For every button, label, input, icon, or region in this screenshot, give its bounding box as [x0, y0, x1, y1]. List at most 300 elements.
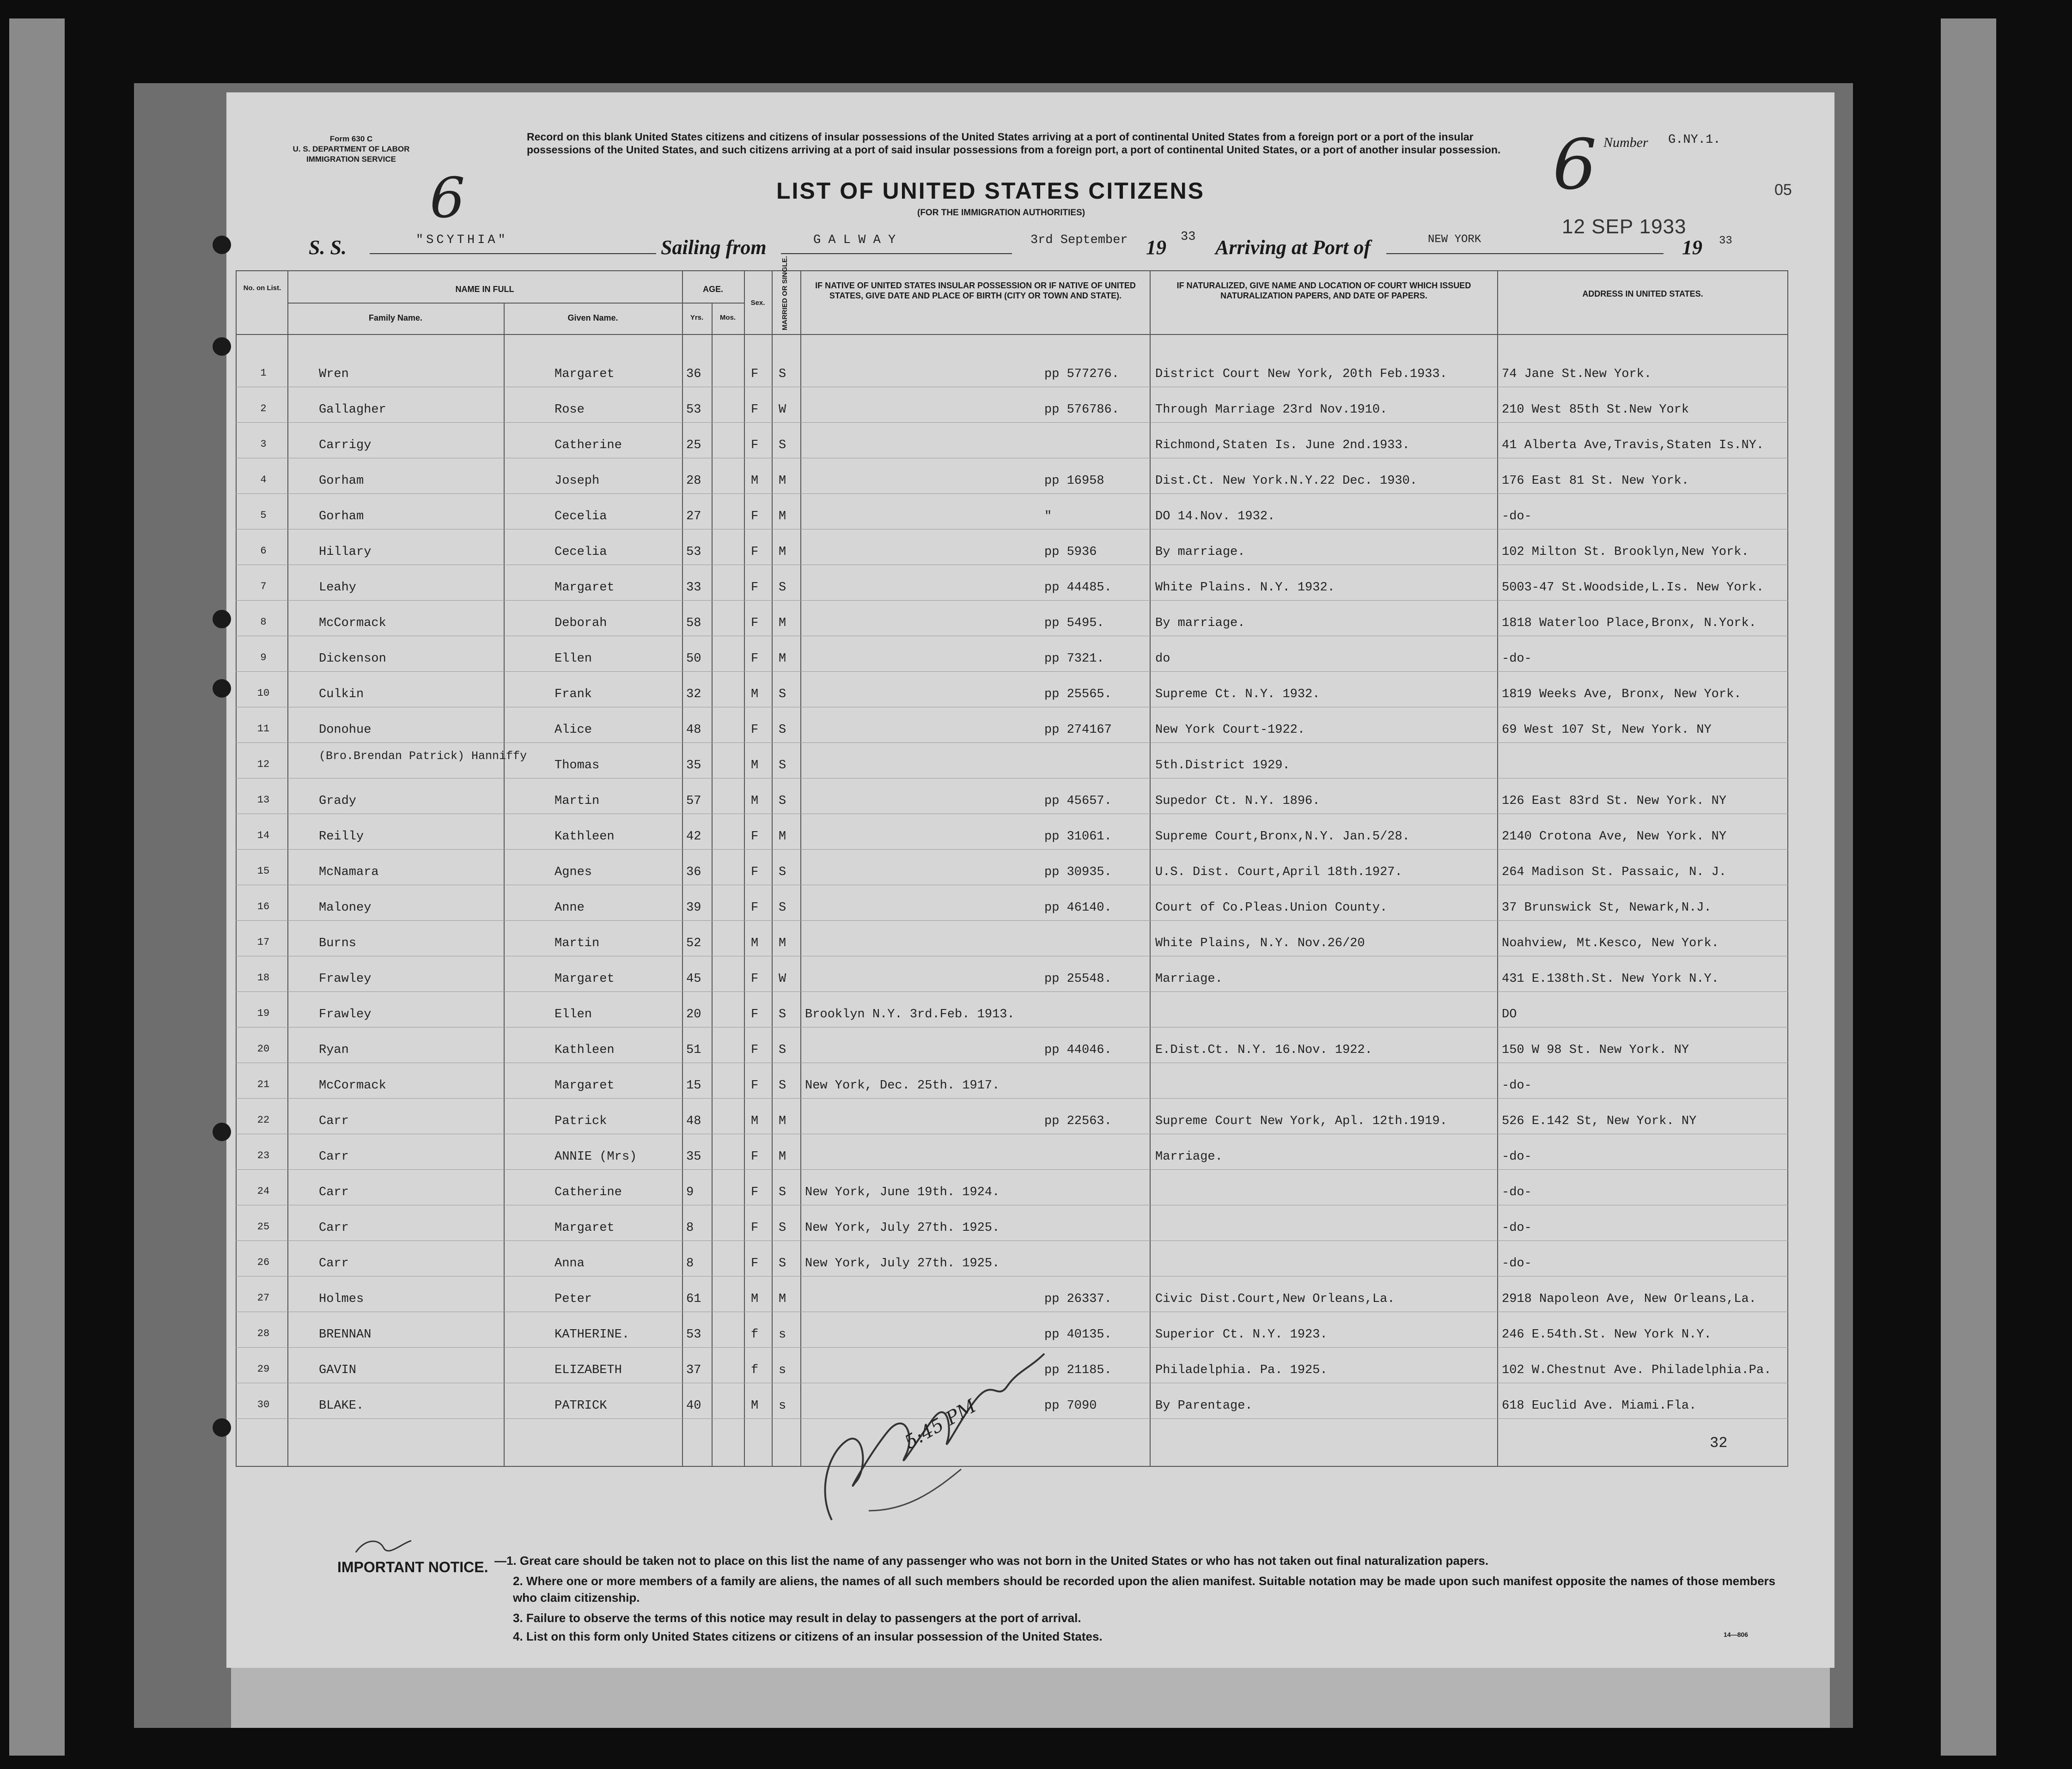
cell-sex: M: [751, 936, 759, 950]
cell-ms: M: [779, 545, 786, 559]
cell-no: 1: [260, 367, 267, 379]
cell-given: ELIZABETH: [555, 1363, 622, 1377]
cell-sex: F: [751, 830, 759, 844]
cell-addr: 618 Euclid Ave. Miami.Fla.: [1502, 1399, 1697, 1413]
cell-age: 61: [686, 1292, 701, 1306]
cell-no: 18: [257, 972, 270, 984]
cell-ms: S: [779, 865, 786, 879]
cell-sex: F: [751, 1185, 759, 1199]
arrival-date-stamp: 12 SEP 1933: [1562, 215, 1687, 238]
cell-no: 26: [257, 1257, 270, 1268]
cell-nat: Superior Ct. N.Y. 1923.: [1155, 1328, 1328, 1342]
cell-ms: M: [779, 652, 786, 666]
cell-nat: Civic Dist.Court,New Orleans,La.: [1155, 1292, 1395, 1306]
cell-no: 28: [257, 1328, 270, 1339]
cell-age: 28: [686, 474, 701, 488]
cell-given: Thomas: [555, 759, 600, 772]
cell-age: 51: [686, 1043, 701, 1057]
cell-sex: M: [751, 1114, 759, 1128]
cell-family: Hillary: [319, 545, 372, 559]
cell-ms: M: [779, 1114, 786, 1128]
table-row: [236, 1070, 1788, 1105]
cell-given: Ellen: [555, 652, 592, 666]
table-row: [236, 1105, 1788, 1141]
cell-ms: S: [779, 759, 786, 772]
cell-nat: Dist.Ct. New York.N.Y.22 Dec. 1930.: [1155, 474, 1418, 488]
cell-sex: F: [751, 652, 759, 666]
cell-pp: pp 7321.: [1044, 652, 1104, 666]
header-years: Yrs.: [690, 314, 704, 322]
cell-no: 30: [257, 1399, 270, 1410]
cell-addr: 210 West 85th St.New York: [1502, 403, 1689, 417]
cell-sex: F: [751, 865, 759, 879]
cell-no: 15: [257, 865, 270, 877]
cell-family: Carr: [319, 1150, 349, 1164]
table-row: [236, 1141, 1788, 1176]
cell-given: Catherine: [555, 1185, 622, 1199]
cell-age: 57: [686, 794, 701, 808]
cell-ms: M: [779, 1292, 786, 1306]
cell-no: 5: [260, 510, 267, 521]
punch-hole: [213, 679, 231, 698]
cell-sex: M: [751, 794, 759, 808]
cell-family: Carrigy: [319, 438, 372, 452]
cell-family: Gallagher: [319, 403, 386, 417]
cell-family: Frawley: [319, 972, 372, 986]
cell-addr: -do-: [1502, 1150, 1532, 1164]
cell-age: 45: [686, 972, 701, 986]
cell-given: Margaret: [555, 1221, 615, 1235]
cell-given: Alice: [555, 723, 592, 737]
cell-ms: M: [779, 830, 786, 844]
number-value: G.NY.1.: [1668, 133, 1721, 147]
arrival-year-prefix: 19: [1682, 236, 1702, 259]
cell-family: Ryan: [319, 1043, 349, 1057]
cell-family: (Bro.Brendan Patrick) Hanniffy: [319, 749, 527, 763]
header-address: ADDRESS IN UNITED STATES.: [1582, 289, 1703, 298]
cell-ms: M: [779, 616, 786, 630]
cell-no: 19: [257, 1008, 270, 1019]
cell-no: 23: [257, 1150, 270, 1161]
cell-addr: 126 East 83rd St. New York. NY: [1502, 794, 1727, 808]
film-strip-right: [1941, 18, 1996, 1756]
table-row: [236, 821, 1788, 856]
cell-ms: s: [779, 1399, 786, 1413]
department: U. S. DEPARTMENT OF LABOR: [293, 145, 410, 153]
punch-hole: [213, 610, 231, 628]
cell-pp: pp 30935.: [1044, 865, 1112, 879]
table-row: [236, 1034, 1788, 1070]
cell-addr: 176 East 81 St. New York.: [1502, 474, 1689, 488]
cell-sex: f: [751, 1363, 759, 1377]
cell-pp: pp 25548.: [1044, 972, 1112, 986]
cell-pp: pp 5495.: [1044, 616, 1104, 630]
cell-given: Frank: [555, 687, 592, 701]
film-strip-left: [9, 18, 65, 1756]
cell-family: BRENNAN: [319, 1328, 372, 1342]
cell-pp: pp 576786.: [1044, 403, 1120, 417]
cell-given: Margaret: [555, 972, 615, 986]
cell-pp: pp 46140.: [1044, 901, 1112, 915]
cell-age: 8: [686, 1257, 694, 1271]
notice-item-4: 4. List on this form only United States citizens or citizens of an insular possession of the United States.: [513, 1629, 1103, 1643]
cell-family: Maloney: [319, 901, 372, 915]
notice-item-1: —1. Great care should be taken not to place on this list the name of any passenger who was not born in the United States or who has not taken out final naturalization papers.: [494, 1554, 1489, 1568]
cell-addr: 2140 Crotona Ave, New York. NY: [1502, 830, 1727, 844]
cell-sex: F: [751, 1257, 759, 1271]
cell-addr: -do-: [1502, 1079, 1532, 1093]
cell-nat: New York Court-1922.: [1155, 723, 1305, 737]
cell-addr: 264 Madison St. Passaic, N. J.: [1502, 865, 1727, 879]
header-given-name: Given Name.: [567, 313, 618, 322]
cell-sex: F: [751, 510, 759, 523]
page-subtitle: (FOR THE IMMIGRATION AUTHORITIES): [917, 208, 1085, 218]
table-row: [236, 429, 1788, 465]
page-mark: 05: [1774, 181, 1792, 199]
cell-no: 3: [260, 438, 267, 450]
cell-age: 9: [686, 1185, 694, 1199]
cell-given: Martin: [555, 794, 600, 808]
cell-addr: DO: [1502, 1008, 1517, 1021]
cell-given: Ellen: [555, 1008, 592, 1021]
cell-family: McCormack: [319, 616, 386, 630]
cell-given: Margaret: [555, 1079, 615, 1093]
cell-ms: S: [779, 1257, 786, 1271]
cell-given: Rose: [555, 403, 585, 417]
cell-ms: M: [779, 936, 786, 950]
cell-nat: Richmond,Staten Is. June 2nd.1933.: [1155, 438, 1410, 452]
notice-scribble: [351, 1534, 416, 1562]
cell-given: Deborah: [555, 616, 607, 630]
notice-item-3: 3. Failure to observe the terms of this notice may result in delay to passengers at the port of arrival.: [513, 1611, 1081, 1625]
header-family-name: Family Name.: [368, 313, 423, 322]
cell-family: Gorham: [319, 510, 364, 523]
cell-given: Margaret: [555, 367, 615, 381]
cell-given: Martin: [555, 936, 600, 950]
cell-sex: F: [751, 1221, 759, 1235]
cell-sex: F: [751, 1008, 759, 1021]
cell-age: 33: [686, 581, 701, 595]
page-title: LIST OF UNITED STATES CITIZENS: [776, 178, 1205, 204]
cell-no: 8: [260, 616, 267, 628]
table-row: [236, 1247, 1788, 1283]
cell-family: Culkin: [319, 687, 364, 701]
cell-ms: W: [779, 403, 786, 417]
cell-family: Dickenson: [319, 652, 386, 666]
cell-pp: pp 25565.: [1044, 687, 1112, 701]
cell-addr: 74 Jane St.New York.: [1502, 367, 1652, 381]
cell-pp: pp 26337.: [1044, 1292, 1112, 1306]
cell-addr: 150 W 98 St. New York. NY: [1502, 1043, 1689, 1057]
cell-age: 58: [686, 616, 701, 630]
form-code: 14—806: [1724, 1631, 1748, 1638]
sailing-label: Sailing from: [661, 236, 767, 259]
table-row: [236, 1212, 1788, 1247]
cell-addr: 1819 Weeks Ave, Bronx, New York.: [1502, 687, 1742, 701]
cell-addr: 431 E.138th.St. New York N.Y.: [1502, 972, 1719, 986]
cell-sex: f: [751, 1328, 759, 1342]
table-row: [236, 1176, 1788, 1212]
cell-family: Wren: [319, 367, 349, 381]
cell-age: 48: [686, 723, 701, 737]
ship-name: "SCYTHIA": [416, 233, 508, 247]
form-id-block: [291, 134, 411, 164]
cell-addr: 41 Alberta Ave,Travis,Staten Is.NY.: [1502, 438, 1764, 452]
table-row: [236, 892, 1788, 927]
cell-ms: S: [779, 1043, 786, 1057]
cell-sex: F: [751, 1079, 759, 1093]
cell-ms: s: [779, 1363, 786, 1377]
cell-no: 27: [257, 1292, 270, 1304]
punch-hole: [213, 236, 231, 254]
cell-addr: Noahview, Mt.Kesco, New York.: [1502, 936, 1719, 950]
cell-sex: F: [751, 723, 759, 737]
cell-family: Donohue: [319, 723, 372, 737]
year-suffix: 33: [1181, 230, 1196, 244]
cell-no: 10: [257, 687, 270, 699]
cell-addr: -do-: [1502, 1221, 1532, 1235]
cell-age: 35: [686, 759, 701, 772]
cell-ms: s: [779, 1328, 786, 1342]
cell-age: 53: [686, 545, 701, 559]
header-no: No. on List.: [243, 284, 281, 292]
cell-no: 16: [257, 901, 270, 912]
cell-sex: F: [751, 1150, 759, 1164]
cell-addr: -do-: [1502, 1257, 1532, 1271]
cell-pp: pp 7090: [1044, 1399, 1097, 1413]
cell-pp: pp 21185.: [1044, 1363, 1112, 1377]
cell-ms: S: [779, 1185, 786, 1199]
cell-no: 25: [257, 1221, 270, 1233]
cell-addr: -do-: [1502, 652, 1532, 666]
table-row: [236, 856, 1788, 892]
cell-no: 11: [257, 723, 270, 735]
cell-family: Grady: [319, 794, 357, 808]
cell-pp: pp 22563.: [1044, 1114, 1112, 1128]
cell-sex: M: [751, 474, 759, 488]
cell-age: 52: [686, 936, 701, 950]
cell-given: Peter: [555, 1292, 592, 1306]
cell-pp: pp 31061.: [1044, 830, 1112, 844]
header-naturalized: IF NATURALIZED, GIVE NAME AND LOCATION OF COURT WHICH ISSUED NATURALIZATION PAPERS, AND DATE OF PAPERS.: [1176, 281, 1471, 300]
cell-family: Reilly: [319, 830, 364, 844]
manifest-table: [236, 256, 1788, 1467]
cell-nat: DO 14.Nov. 1932.: [1155, 510, 1275, 523]
cell-age: 20: [686, 1008, 701, 1021]
signature-note: 5:45 PM: [901, 1395, 980, 1453]
cell-age: 15: [686, 1079, 701, 1093]
cell-family: Frawley: [319, 1008, 372, 1021]
cell-pp: pp 5936: [1044, 545, 1097, 559]
cell-nat: do: [1155, 652, 1170, 666]
cell-sex: F: [751, 901, 759, 915]
cell-age: 40: [686, 1399, 701, 1413]
cell-pp: pp 16958: [1044, 474, 1104, 488]
page-count: 32: [1710, 1435, 1728, 1452]
header-sex: Sex.: [750, 299, 765, 307]
table-row: [236, 749, 1788, 785]
cell-given: KATHERINE.: [555, 1328, 630, 1342]
form-number: Form 630 C: [329, 134, 373, 143]
header-married-or-single: MARRIED OR SINGLE.: [781, 256, 789, 330]
table-row: [236, 1283, 1788, 1319]
cell-family: GAVIN: [319, 1363, 357, 1377]
cell-native: Brooklyn N.Y. 3rd.Feb. 1913.: [805, 1008, 1015, 1021]
cell-no: 22: [257, 1114, 270, 1126]
cell-given: Kathleen: [555, 1043, 615, 1057]
cell-nat: White Plains, N.Y. Nov.26/20: [1155, 936, 1365, 950]
cell-family: Leahy: [319, 581, 357, 595]
cell-no: 9: [260, 652, 267, 663]
cell-ms: S: [779, 723, 786, 737]
cell-given: Patrick: [555, 1114, 607, 1128]
cell-family: Carr: [319, 1114, 349, 1128]
arriving-label: Arriving at Port of: [1215, 236, 1371, 259]
number-label: Number: [1603, 135, 1648, 150]
notice-item-2: 2. Where one or more members of a family are aliens, the names of all such members should be recorded upon the alien manifest. Suitable notation may be made upon such manifest opposite the names of those members who claim citizenship.: [513, 1574, 1776, 1605]
cell-age: 32: [686, 687, 701, 701]
cell-pp: ": [1044, 510, 1052, 523]
cell-sex: F: [751, 438, 759, 452]
cell-sex: F: [751, 616, 759, 630]
cell-nat: Court of Co.Pleas.Union County.: [1155, 901, 1388, 915]
cell-native: New York, July 27th. 1925.: [805, 1257, 1000, 1271]
cell-sex: F: [751, 581, 759, 595]
cell-nat: By marriage.: [1155, 616, 1245, 630]
cell-ms: S: [779, 581, 786, 595]
cell-ms: S: [779, 687, 786, 701]
table-row: [236, 785, 1788, 821]
cell-given: Cecelia: [555, 545, 607, 559]
cell-sex: F: [751, 367, 759, 381]
cell-nat: Philadelphia. Pa. 1925.: [1155, 1363, 1328, 1377]
cell-age: 53: [686, 403, 701, 417]
cell-no: 12: [257, 759, 270, 770]
cell-pp: pp 44046.: [1044, 1043, 1112, 1057]
cell-ms: M: [779, 510, 786, 523]
cell-family: McNamara: [319, 865, 379, 879]
cell-addr: 1818 Waterloo Place,Bronx, N.York.: [1502, 616, 1756, 630]
cell-pp: pp 45657.: [1044, 794, 1112, 808]
cell-given: ANNIE (Mrs): [555, 1150, 637, 1164]
punch-hole: [213, 1123, 231, 1141]
cell-pp: pp 274167: [1044, 723, 1112, 737]
cell-pp: pp 44485.: [1044, 581, 1112, 595]
cell-ms: S: [779, 901, 786, 915]
cell-given: Anne: [555, 901, 585, 915]
cell-nat: Supreme Court New York, Apl. 12th.1919.: [1155, 1114, 1447, 1128]
arrival-port: NEW YORK: [1428, 233, 1481, 246]
cell-nat: U.S. Dist. Court,April 18th.1927.: [1155, 865, 1402, 879]
arrival-year-suffix: 33: [1719, 235, 1732, 247]
cell-addr: -do-: [1502, 1185, 1532, 1199]
cell-nat: Through Marriage 23rd Nov.1910.: [1155, 403, 1388, 417]
table-row: [236, 998, 1788, 1034]
cell-addr: 37 Brunswick St, Newark,N.J.: [1502, 901, 1712, 915]
cell-age: 50: [686, 652, 701, 666]
cell-sex: F: [751, 545, 759, 559]
punch-hole: [213, 1418, 231, 1437]
cell-nat: White Plains. N.Y. 1932.: [1155, 581, 1335, 595]
cell-no: 13: [257, 794, 270, 806]
cell-ms: S: [779, 1079, 786, 1093]
cell-native: New York, Dec. 25th. 1917.: [805, 1079, 1000, 1093]
cell-ms: M: [779, 474, 786, 488]
cell-family: Burns: [319, 936, 357, 950]
cell-age: 48: [686, 1114, 701, 1128]
table-row: [236, 571, 1788, 607]
cell-ms: S: [779, 1008, 786, 1021]
cell-native: New York, June 19th. 1924.: [805, 1185, 1000, 1199]
cell-nat: Supreme Court,Bronx,N.Y. Jan.5/28.: [1155, 830, 1410, 844]
cell-given: Margaret: [555, 581, 615, 595]
cell-nat: By marriage.: [1155, 545, 1245, 559]
cell-no: 29: [257, 1363, 270, 1375]
service: IMMIGRATION SERVICE: [306, 155, 396, 164]
table-row: [236, 394, 1788, 429]
cell-given: Anna: [555, 1257, 585, 1271]
cell-age: 42: [686, 830, 701, 844]
cell-no: 4: [260, 474, 267, 486]
handwritten-number-left: 6: [430, 166, 465, 231]
cell-given: Agnes: [555, 865, 592, 879]
cell-family: BLAKE.: [319, 1399, 364, 1413]
header-native: IF NATIVE OF UNITED STATES INSULAR POSSESSION OR IF NATIVE OF UNITED STATES, GIVE DATE AND PLACE OF BIRTH (CITY OR TOWN AND STATE).: [815, 281, 1136, 300]
cell-given: Catherine: [555, 438, 622, 452]
cell-given: Kathleen: [555, 830, 615, 844]
cell-ms: S: [779, 438, 786, 452]
handwritten-number-right: 6: [1553, 125, 1597, 205]
cell-nat: Marriage.: [1155, 972, 1223, 986]
year-prefix: 19: [1146, 236, 1166, 259]
cell-age: 36: [686, 367, 701, 381]
table-row: [236, 714, 1788, 749]
cell-nat: District Court New York, 20th Feb.1933.: [1155, 367, 1447, 381]
cell-family: Carr: [319, 1185, 349, 1199]
table-row: [236, 536, 1788, 571]
sailing-from: G A L W A Y: [813, 233, 896, 247]
header-age: AGE.: [702, 285, 723, 294]
cell-given: Joseph: [555, 474, 600, 488]
cell-nat: 5th.District 1929.: [1155, 759, 1290, 772]
cell-ms: S: [779, 794, 786, 808]
punch-hole: [213, 337, 231, 356]
cell-family: Carr: [319, 1221, 349, 1235]
cell-age: 53: [686, 1328, 701, 1342]
ss-label: S. S.: [309, 236, 347, 259]
cell-ms: M: [779, 1150, 786, 1164]
cell-no: 21: [257, 1079, 270, 1090]
cell-addr: 246 E.54th.St. New York N.Y.: [1502, 1328, 1712, 1342]
cell-ms: S: [779, 367, 786, 381]
cell-no: 20: [257, 1043, 270, 1055]
cell-ms: W: [779, 972, 786, 986]
table-row: [236, 643, 1788, 678]
cell-age: 39: [686, 901, 701, 915]
table-row: [236, 963, 1788, 998]
cell-sex: F: [751, 403, 759, 417]
cell-pp: pp 577276.: [1044, 367, 1120, 381]
cell-addr: 102 Milton St. Brooklyn,New York.: [1502, 545, 1749, 559]
cell-sex: F: [751, 1043, 759, 1057]
cell-given: PATRICK: [555, 1399, 607, 1413]
cell-addr: -do-: [1502, 510, 1532, 523]
intro-text: Record on this blank United States citizens and citizens of insular possessions of the United States arriving at a port of continental United States from a foreign port or a port of the insular possessions of the United States, and such citizens arriving at a port of said insular possessions from a foreign port, a port of continental United States, or a port of another insular possession.: [527, 131, 1501, 156]
cell-age: 35: [686, 1150, 701, 1164]
cell-no: 2: [260, 403, 267, 414]
cell-family: McCormack: [319, 1079, 386, 1093]
cell-family: Gorham: [319, 474, 364, 488]
